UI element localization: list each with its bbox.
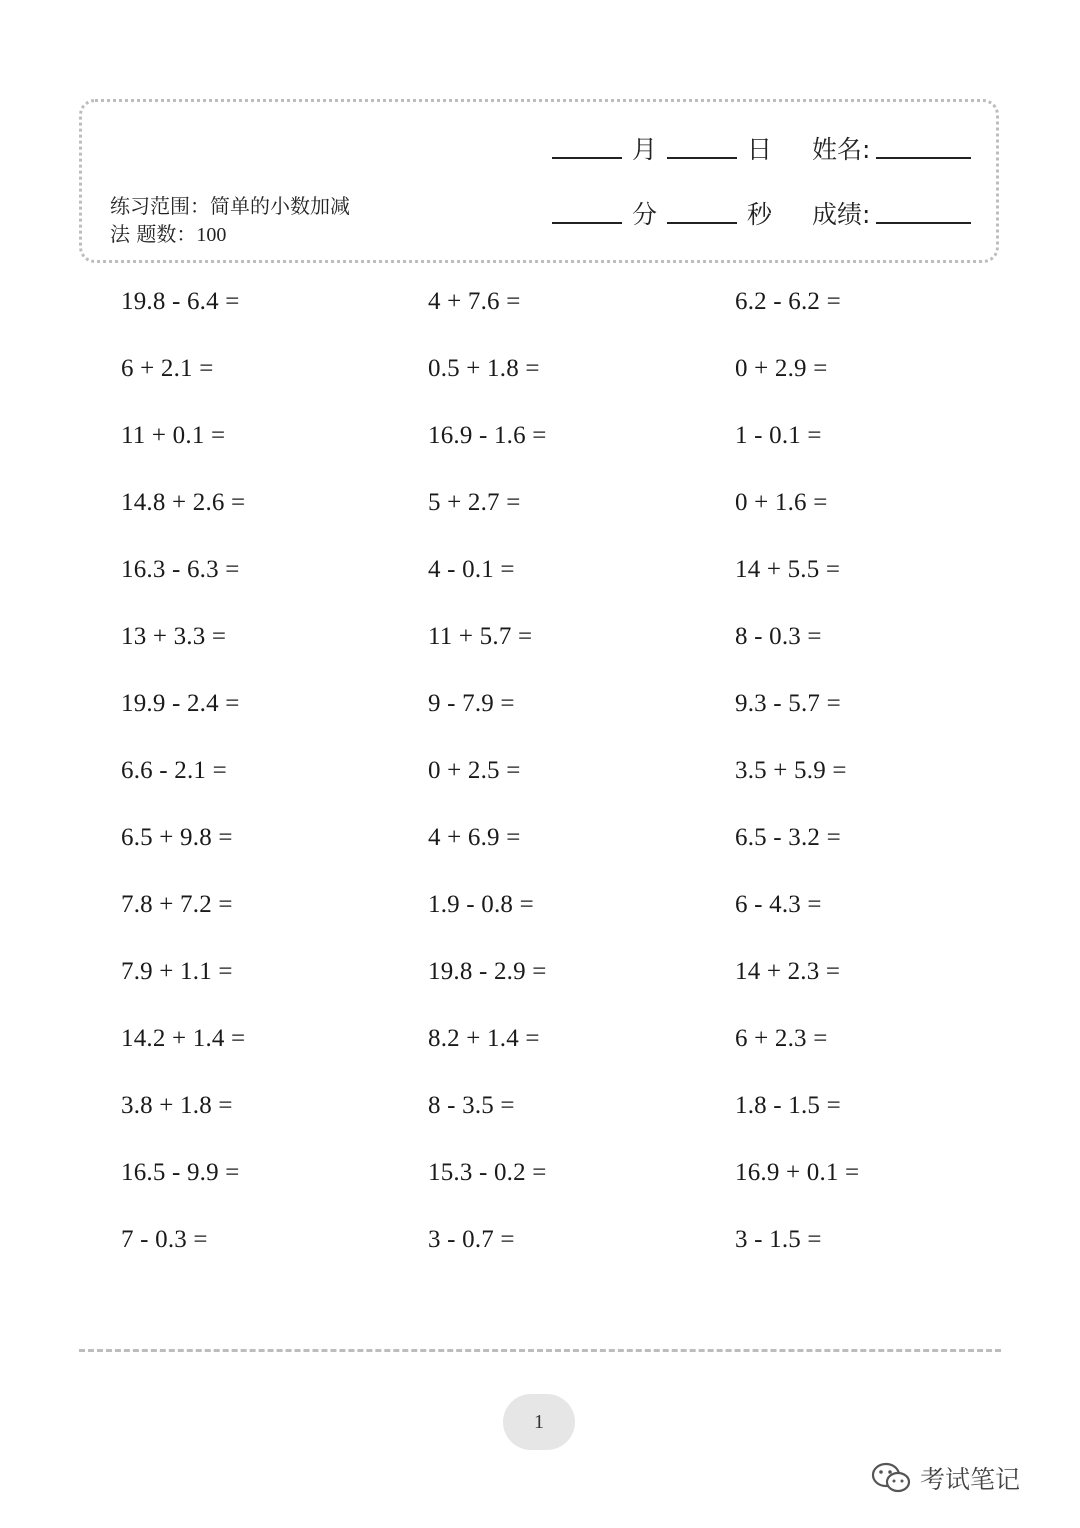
problem-item: 11 + 0.1 = [121, 422, 226, 449]
problem-item: 4 - 0.1 = [428, 556, 515, 583]
problem-item: 9.3 - 5.7 = [735, 690, 841, 717]
score-label: 成绩: [812, 200, 871, 229]
problem-item: 6 - 4.3 = [735, 891, 822, 918]
problem-row [0, 280, 1080, 347]
problem-item: 3 - 0.7 = [428, 1226, 515, 1253]
problem-item: 3.5 + 5.9 = [735, 757, 847, 784]
problem-item: 7.8 + 7.2 = [121, 891, 233, 918]
day-blank[interactable] [667, 155, 737, 159]
problem-item: 16.9 + 0.1 = [735, 1159, 860, 1186]
month-blank[interactable] [552, 155, 622, 159]
second-blank[interactable] [667, 220, 737, 224]
footer-divider [79, 1349, 1001, 1352]
problem-row [0, 347, 1080, 414]
problem-item: 6.6 - 2.1 = [121, 757, 227, 784]
problem-item: 8.2 + 1.4 = [428, 1025, 540, 1052]
problem-row [0, 883, 1080, 950]
problem-item: 0 + 2.5 = [428, 757, 521, 784]
problem-row [0, 682, 1080, 749]
problem-item: 8 - 0.3 = [735, 623, 822, 650]
problem-item: 7.9 + 1.1 = [121, 958, 233, 985]
scope-count-line [110, 220, 400, 249]
problem-row [0, 1084, 1080, 1151]
problem-count: 100 [196, 224, 227, 246]
problem-item: 14 + 5.5 = [735, 556, 841, 583]
problem-item: 6.2 - 6.2 = [735, 288, 841, 315]
problem-row [0, 1218, 1080, 1285]
problem-item: 15.3 - 0.2 = [428, 1159, 547, 1186]
second-label: 秒 [747, 200, 773, 229]
scope-line2: 法 题数： [110, 222, 197, 246]
minute-label: 分 [632, 200, 658, 229]
problem-item: 3 - 1.5 = [735, 1226, 822, 1253]
problem-item: 3.8 + 1.8 = [121, 1092, 233, 1119]
problem-item: 19.8 - 6.4 = [121, 288, 240, 315]
problem-item: 8 - 3.5 = [428, 1092, 515, 1119]
problem-item: 5 + 2.7 = [428, 489, 521, 516]
problem-item: 14.8 + 2.6 = [121, 489, 246, 516]
problem-item: 7 - 0.3 = [121, 1226, 208, 1253]
problem-row [0, 1017, 1080, 1084]
problem-item: 6 + 2.1 = [121, 355, 214, 382]
problem-item: 11 + 5.7 = [428, 623, 533, 650]
problem-item: 4 + 7.6 = [428, 288, 521, 315]
problem-item: 16.5 - 9.9 = [121, 1159, 240, 1186]
problem-item: 19.8 - 2.9 = [428, 958, 547, 985]
problem-item: 14 + 2.3 = [735, 958, 841, 985]
minute-blank[interactable] [552, 220, 622, 224]
month-label: 月 [632, 135, 658, 164]
score-blank[interactable] [876, 220, 971, 224]
name-label: 姓名: [812, 135, 871, 164]
scope-label: 练习范围：简单的小数加减 [110, 194, 350, 218]
watermark-text: 考试笔记 [920, 1465, 1021, 1494]
problem-item: 19.9 - 2.4 = [121, 690, 240, 717]
problem-item: 16.3 - 6.3 = [121, 556, 240, 583]
problem-item: 4 + 6.9 = [428, 824, 521, 851]
time-row [552, 200, 971, 230]
problem-grid [0, 280, 1080, 1285]
problem-row [0, 615, 1080, 682]
wechat-icon [870, 1461, 912, 1495]
problem-item: 14.2 + 1.4 = [121, 1025, 246, 1052]
problem-item: 1.8 - 1.5 = [735, 1092, 841, 1119]
day-label: 日 [747, 135, 773, 164]
problem-item: 6 + 2.3 = [735, 1025, 828, 1052]
watermark [870, 1458, 1020, 1498]
problem-item: 0 + 2.9 = [735, 355, 828, 382]
problem-item: 1 - 0.1 = [735, 422, 822, 449]
problem-row [0, 1151, 1080, 1218]
problem-item: 16.9 - 1.6 = [428, 422, 547, 449]
problem-item: 9 - 7.9 = [428, 690, 515, 717]
problem-row [0, 950, 1080, 1017]
problem-row [0, 749, 1080, 816]
problem-row [0, 481, 1080, 548]
date-row [552, 135, 971, 165]
problem-row [0, 414, 1080, 481]
worksheet-header [79, 99, 999, 263]
problem-item: 0.5 + 1.8 = [428, 355, 540, 382]
problem-item: 1.9 - 0.8 = [428, 891, 534, 918]
problem-row [0, 548, 1080, 615]
problem-item: 6.5 - 3.2 = [735, 824, 841, 851]
problem-item: 6.5 + 9.8 = [121, 824, 233, 851]
problem-item: 0 + 1.6 = [735, 489, 828, 516]
name-blank[interactable] [876, 155, 971, 159]
problem-row [0, 816, 1080, 883]
page-number: 1 [503, 1394, 575, 1450]
practice-scope [110, 192, 400, 249]
problem-item: 13 + 3.3 = [121, 623, 227, 650]
